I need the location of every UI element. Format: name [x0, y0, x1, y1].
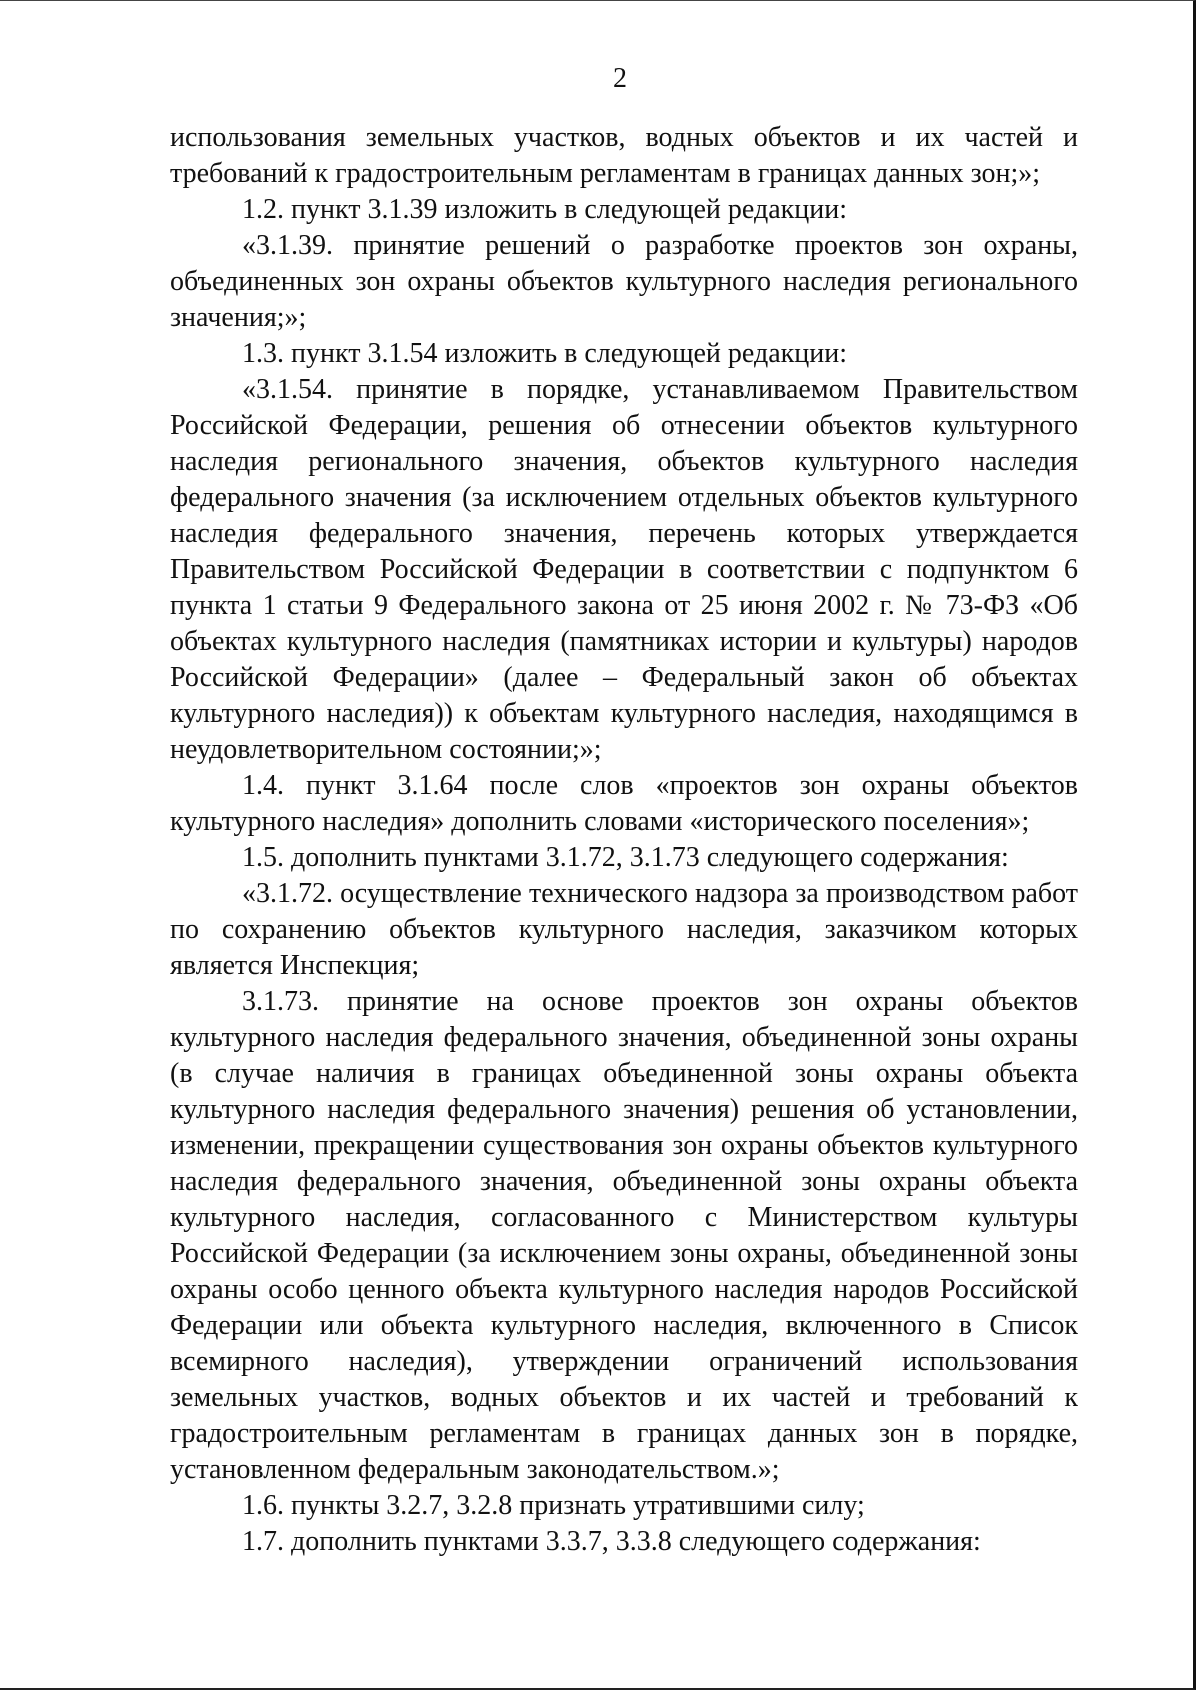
paragraph: «3.1.72. осуществление технического надзора за производством работ по сохранению объектов культурного наследия, заказчиком которых является Инспекция; [170, 878, 1078, 981]
paragraph: 1.5. дополнить пунктами 3.1.72, 3.1.73 следующего содержания: [242, 842, 1009, 873]
paragraph: 1.7. дополнить пунктами 3.3.7, 3.3.8 следующего содержания: [242, 1526, 981, 1557]
document-body [170, 120, 1078, 1560]
page-number: 2 [613, 63, 627, 94]
paragraph: использования земельных участков, водных объектов и их частей и требований к градостроительным регламентам в границах данных зон;»; [170, 122, 1078, 189]
paragraph: «3.1.54. принятие в порядке, устанавливаемом Правительством Российской Федерации, решения об отнесении объектов культурного наследия регионального значения, объектов культурного наследия федерального значения (за исключением отдельных объектов культурного наследия федерального значения, перечень которых утверждается Правительством Российской Федерации в соответствии с подпунктом 6 пункта 1 статьи 9 Федерального закона от 25 июня 2002 г. № 73-ФЗ «Об объектах культурного наследия (памятниках истории и культуры) народов Российской Федерации» (далее – Федеральный закон об объектах культурного наследия)) к объектам культурного наследия, находящимся в неудовлетворительном состоянии;»; [170, 374, 1078, 765]
paragraph: «3.1.39. принятие решений о разработке проектов зон охраны, объединенных зон охраны объектов культурного наследия регионального значения;»; [170, 230, 1078, 333]
paragraph: 1.6. пункты 3.2.7, 3.2.8 признать утратившими силу; [242, 1490, 865, 1521]
paragraph: 1.4. пункт 3.1.64 после слов «проектов зон охраны объектов культурного наследия» дополнить словами «исторического поселения»; [170, 770, 1078, 837]
paragraph: 1.3. пункт 3.1.54 изложить в следующей редакции: [242, 338, 847, 369]
paragraph: 1.2. пункт 3.1.39 изложить в следующей редакции: [242, 194, 847, 225]
paragraph: 3.1.73. принятие на основе проектов зон охраны объектов культурного наследия федерального значения, объединенной зоны охраны (в случае наличия в границах объединенной зоны охраны объекта культурного наследия федерального значения) решения об установлении, изменении, прекращении существования зон охраны объектов культурного наследия федерального значения, объединенной зоны охраны объекта культурного наследия, согласованного с Министерством культуры Российской Федерации (за исключением зоны охраны, объединенной зоны охраны особо ценного объекта культурного наследия народов Российской Федерации или объекта культурного наследия, включенного в Список всемирного наследия), утверждении ограничений использования земельных участков, водных объектов и их частей и требований к градостроительным регламентам в границах данных зон в порядке, установленном федеральным законодательством.»; [170, 986, 1078, 1485]
